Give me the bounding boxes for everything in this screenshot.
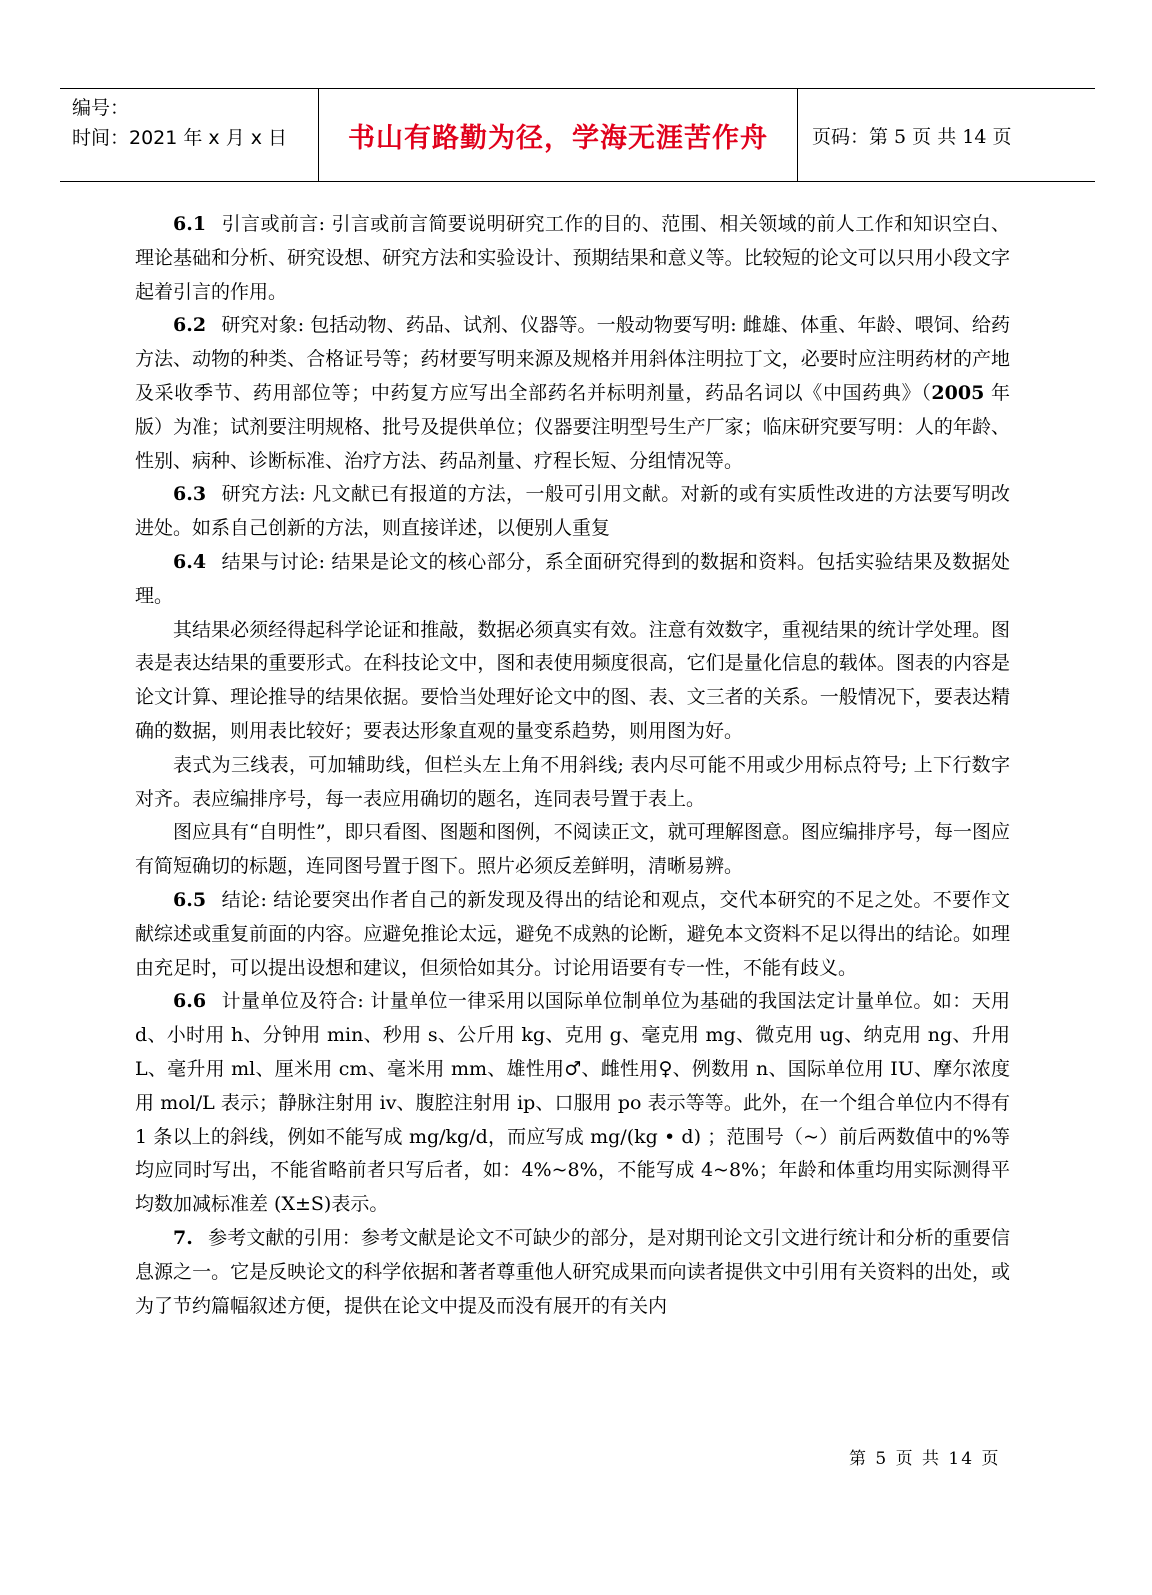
pharmacopoeia-year: 2005	[931, 381, 985, 404]
paragraph-figures: 图应具有“自明性”，即只看图、图题和图例，不阅读正文，就可理解图意。图应编排序号，每一图应有简短确切的标题，连同图号置于图下。照片必须反差鲜明，清晰易辨。	[135, 821, 1010, 878]
paragraph-6-4	[135, 546, 1010, 614]
page-footer: 第 5 页 共 14 页	[849, 1449, 1001, 1469]
paragraph-text: 研究对象: 包括动物、药品、试剂、仪器等。一般动物要写明: 雌雄、体重、年龄、喂饲、给药方法、动物的种类、合格证号等；药材要写明来源及规格并用斜体注明拉丁文，必要时应注明药材的产地及采收季节、药用部位等；中药复方应写出全部药名并标明剂量，药品名词以《中国药典》（	[135, 314, 1010, 404]
section-number: 6.2	[173, 314, 207, 337]
paragraph-results: 其结果必须经得起科学论证和推敲，数据必须真实有效。注意有效数字，重视结果的统计学处理。图表是表达结果的重要形式。在科技论文中，图和表使用频度很高，它们是量化信息的载体。图表的内容是论文计算、理论推导的结果依据。要恰当处理好论文中的图、表、文三者的关系。一般情况下，要表达精确的数据，则用表比较好；要表达形象直观的量变系趋势，则用图为好。	[135, 618, 1010, 742]
paragraph-6-3	[135, 478, 1010, 546]
paragraph-text: 参考文献的引用：参考文献是论文不可缺少的部分，是对期刊论文引文进行统计和分析的重要信息源之一。它是反映论文的科学依据和著者尊重他人研究成果而向读者提供文中引用有关资料的出处，或为了节约篇幅叙述方便，提供在论文中提及而没有展开的有关内	[135, 1226, 1010, 1317]
paragraph-7	[135, 1222, 1010, 1323]
paragraph-6-6	[135, 985, 1010, 1222]
paragraph-tables: 表式为三线表，可加辅助线，但栏头左上角不用斜线; 表内尽可能不用或少用标点符号; 上下行数字对齐。表应编排序号，每一表应用确切的题名，连同表号置于表上。	[135, 753, 1010, 810]
paragraph-6-1	[135, 208, 1010, 309]
section-number: 6.5	[173, 888, 207, 911]
header-page-info: 页码：第 5 页 共 14 页	[812, 125, 1012, 148]
section-number: 6.1	[173, 213, 207, 235]
document-number-label: 编号：	[72, 97, 130, 119]
section-number: 7.	[173, 1226, 193, 1249]
section-number: 6.4	[173, 550, 207, 573]
paragraph-text: 计量单位及符合: 计量单位一律采用以国际单位制单位为基础的我国法定计量单位。如：天用 d、小时用 h、分钟用 min、秒用 s、公斤用 kg、克用 g、毫克用 mg、微克用 ug、纳克用 ng、升用 L、毫升用 ml、厘米用 cm、毫米用 mm、雄性用♂、雌性用♀、例数用 n、国际单位用 IU、摩尔浓度用 mol/L 表示；静脉注射用 iv、腹腔注射用 ip、口服用 po 表示等等。此外，在一个组合单位内不得有 1 条以上的斜线，例如不能写成 mg/kg/d，而应写成 mg/(kg • d) ；范围号（~）前后两数值中的%等均应同时写出，不能省略前者只写后者，如：4%~8%，不能写成 4~8%；年龄和体重均用实际测得平均数加减标准差 (X±S)表示。	[135, 990, 1010, 1216]
paragraph-text: 结论: 结论要突出作者自己的新发现及得出的结论和观点，交代本研究的不足之处。不要作文献综述或重复前面的内容。应避免推论太远，避免不成熟的论断，避免本文资料不足以得出的结论。如理由充足时，可以提出设想和建议，但须恰如其分。讨论用语要有专一性，不能有歧义。	[135, 888, 1010, 979]
paragraph-text: 结果与讨论: 结果是论文的核心部分，系全面研究得到的数据和资料。包括实验结果及数据处理。	[135, 550, 1010, 607]
paragraph-6-2	[135, 309, 1010, 478]
paragraph-6-5	[135, 884, 1010, 985]
paragraph-text: 年版）为准；试剂要注明规格、批号及提供单位；仪器要注明型号生产厂家；临床研究要写明：人的年龄、性别、病种、诊断标准、治疗方法、药品剂量、疗程长短、分组情况等。	[135, 381, 1010, 472]
section-number: 6.3	[173, 483, 207, 506]
document-body	[135, 208, 1010, 1323]
header-motto: 书山有路勤为径，学海无涯苦作舟	[318, 89, 798, 181]
page-header	[60, 88, 1095, 182]
paragraph-text: 研究方法: 凡文献已有报道的方法，一般可引用文献。对新的或有实质性改进的方法要写明改进处。如系自己创新的方法，则直接详述，以便别人重复	[135, 483, 1010, 540]
paragraph-text: 引言或前言: 引言或前言简要说明研究工作的目的、范围、相关领域的前人工作和知识空白、理论基础和分析、研究设想、研究方法和实验设计、预期结果和意义等。比较短的论文可以只用小段文字起着引言的作用。	[135, 213, 1010, 303]
header-left-cell	[60, 89, 318, 181]
document-date: 时间：2021 年 x 月 x 日	[72, 127, 288, 149]
section-number: 6.6	[173, 990, 207, 1013]
